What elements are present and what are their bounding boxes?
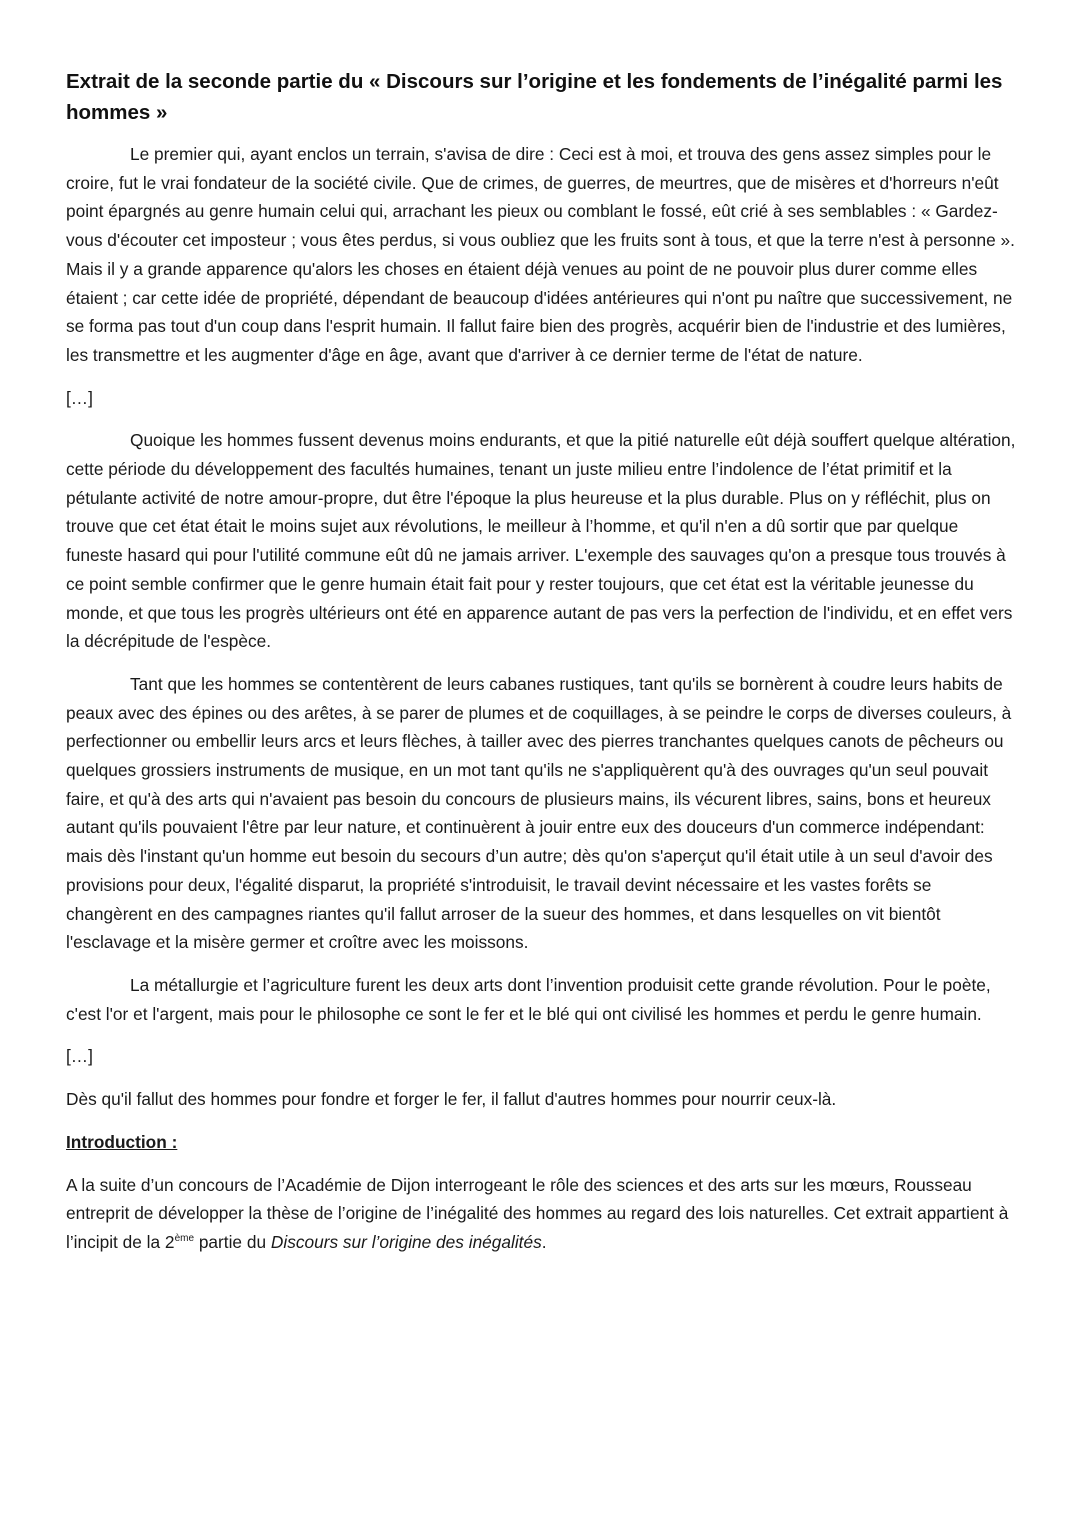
intro-superscript: ème (174, 1233, 195, 1245)
intro-text-cont: partie du (194, 1231, 271, 1252)
document-title: Extrait de la seconde partie du « Discours sur l’origine et les fondements de l’inégalité parmi les hommes » (66, 70, 1003, 124)
paragraph-1: Le premier qui, ayant enclos un terrain, s'avisa de dire : Ceci est à moi, et trouva des gens assez simples pour le croire, fut le vrai fondateur de la société civile. Que de crimes, de guerres, de meurtres, que de misères et d'horreurs n'eût point épargnés au genre humain celui qui, arrachant les pieux ou comblant le fossé, eût crié à ses semblables : « Gardez-vous d'écouter cet imposteur ; vous êtes perdus, si vous oubliez que les fruits sont à tous, et que la terre n'est à personne ». Mais il y a grande apparence qu'alors les choses en étaient déjà venues au point de ne pouvoir plus durer comme elles étaient ; car cette idée de propriété, dépendant de beaucoup d'idées antérieures qui n'ont pu naître que successivement, ne se forma pas tout d'un coup dans l'esprit humain. Il fallut faire bien des progrès, acquérir bien de l'industrie et des lumières, les transmettre et les augmenter d'âge en âge, avant que d'arriver à ce dernier terme de l'état de nature. (66, 144, 1015, 365)
intro-work-title: Discours sur l’origine des inégalités (270, 1231, 542, 1252)
intro-heading: Introduction : (66, 1131, 178, 1152)
document-page (66, 66, 1018, 1271)
paragraph-5: Dès qu'il fallut des hommes pour fondre et forger le fer, il fallut d'autres hommes pour nourrir ceux-là. (66, 1089, 837, 1110)
paragraph-4: La métallurgie et l’agriculture furent les deux arts dont l’invention produisit cette grande révolution. Pour le poète, c'est l'or et l'argent, mais pour le philosophe ce sont le fer et le blé qui ont civilisé les hommes et perdu le genre humain. (66, 974, 991, 1024)
ellipsis-2: […] (66, 1046, 93, 1067)
paragraph-3: Tant que les hommes se contentèrent de leurs cabanes rustiques, tant qu'ils se bornèrent à coudre leurs habits de peaux avec des épines ou des arêtes, à se parer de plumes et de coquillages, à se peindre le corps de diverses couleurs, à perfectionner ou embellir leurs arcs et leurs flèches, à tailler avec des pierres tranchantes quelques canots de pêcheurs ou quelques grossiers instruments de musique, en un mot tant qu'ils ne s'appliquèrent qu'à des ouvrages qu'un seul pouvait faire, et qu'à des arts qui n'avaient pas besoin du concours de plusieurs mains, ils vécurent libres, sains, bons et heureux autant qu'ils pouvaient l'être par leur nature, et continuèrent à jouir entre eux des douceurs d'un commerce indépendant: mais dès l'instant qu'un homme eut besoin du secours d’un autre; dès qu'on s'aperçut qu'il était utile à un seul d'avoir des provisions pour deux, l'égalité disparut, la propriété s'introduisit, le travail devint nécessaire et les vastes forêts se changèrent en des campagnes riantes qu'il fallut arroser de la sueur des hommes, et dans lesquelles on vit bientôt l'esclavage et la misère germer et croître avec les moissons. (66, 673, 1012, 953)
ellipsis-1: […] (66, 387, 93, 408)
intro-end: . (541, 1231, 547, 1252)
intro-paragraph (66, 1171, 1018, 1257)
intro-text: A la suite d’un concours de l’Académie de Dijon interrogeant le rôle des sciences et des arts sur les mœurs, Rousseau entreprit de développer la thèse de l’origine de l’inégalité des hommes au regard des lois naturelles. Cet extrait appartient à l’incipit de la 2 (66, 1174, 1009, 1252)
paragraph-2: Quoique les hommes fussent devenus moins endurants, et que la pitié naturelle eût déjà souffert quelque altération, cette période du développement des facultés humaines, tenant un juste milieu entre l’indolence de l’état primitif et la pétulante activité de notre amour-propre, dut être l'époque la plus heureuse et la plus durable. Plus on y réfléchit, plus on trouve que cet état était le moins sujet aux révolutions, le meilleur à l’homme, et qu'il n'en a dû sortir que par quelque funeste hasard qui pour l'utilité commune eût dû ne jamais arriver. L'exemple des sauvages qu'on a presque tous trouvés à ce point semble confirmer que le genre humain était fait pour y rester toujours, que cet état est la véritable jeunesse du monde, et que tous les progrès ultérieurs ont été en apparence autant de pas vers la perfection de l'individu, et en effet vers la décrépitude de l'espèce. (66, 430, 1016, 652)
